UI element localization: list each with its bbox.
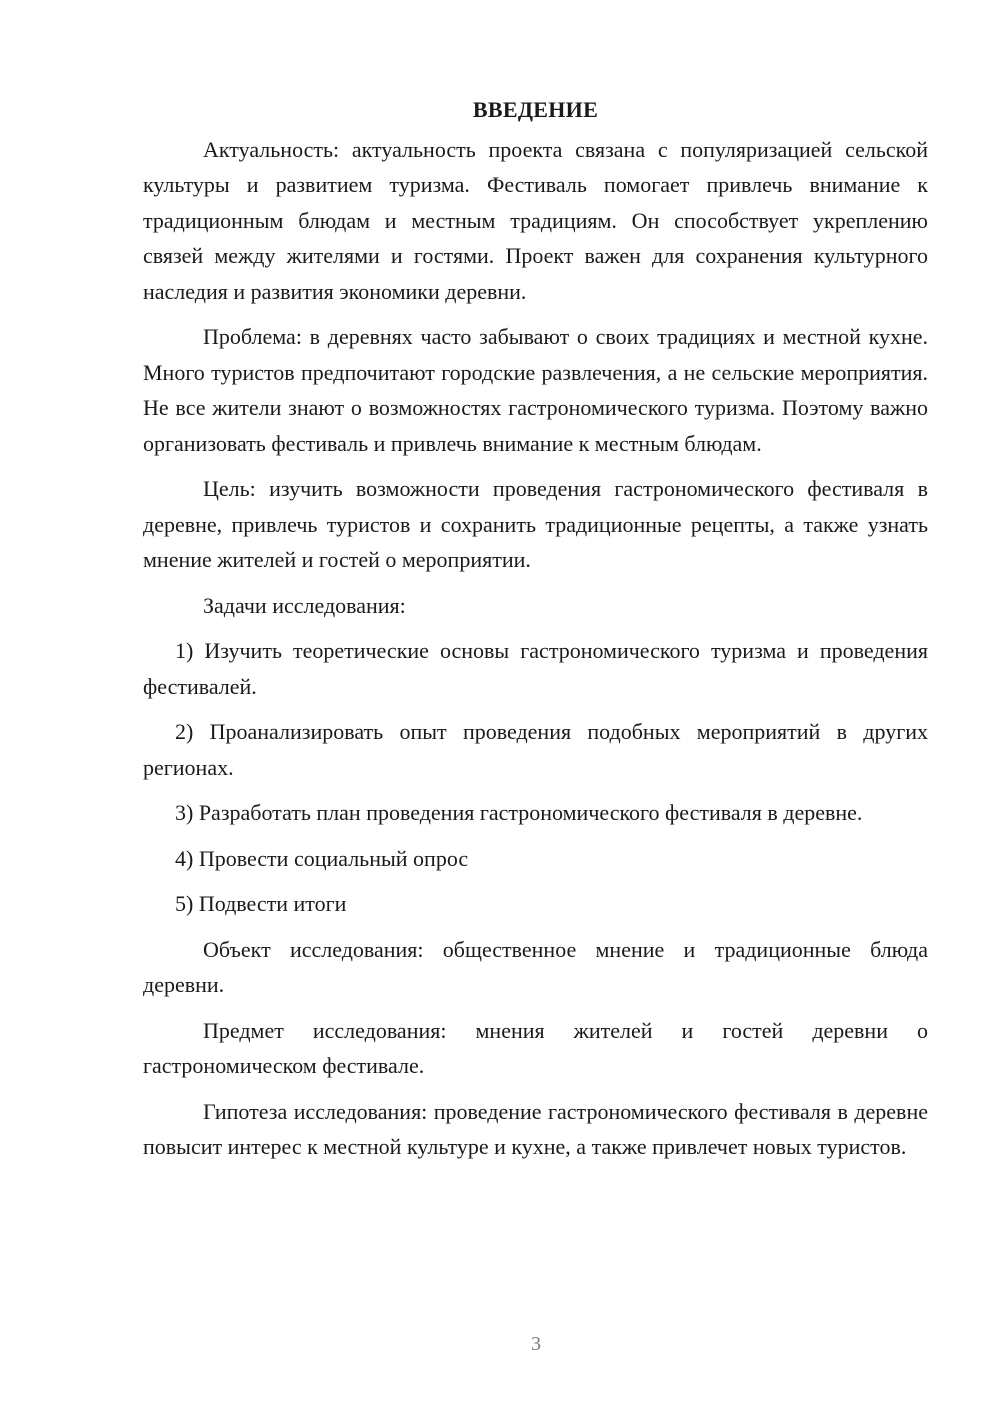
goal-paragraph: Цель: изучить возможности проведения гастрономического фестиваля в деревне, привлечь туристов и сохранить традиционные рецепты, а также узнать мнение жителей и гостей о мероприятии. [143, 476, 928, 572]
problem-paragraph: Проблема: в деревнях часто забывают о своих традициях и местной кухне. Много туристов предпочитают городские развлечения, а не сельские мероприятия. Не все жители знают о возможностях гастрономического туризма. Поэтому важно организовать фестиваль и привлечь внимание к местным блюдам. [143, 324, 928, 456]
tasks-heading: Задачи исследования: [203, 592, 406, 618]
task-item-4: 4) Провести социальный опрос [175, 845, 469, 871]
task-item-5: 5) Подвести итоги [175, 891, 347, 916]
page-number: 3 [531, 1333, 541, 1355]
subject-paragraph: Предмет исследования: мнения жителей и гостей деревни о гастрономическом фестивале. [143, 1017, 928, 1078]
task-item-2: 2) Проанализировать опыт проведения подобных мероприятий в других регионах. [143, 719, 928, 780]
object-paragraph: Объект исследования: общественное мнение и традиционные блюда деревни. [143, 936, 928, 997]
relevance-paragraph: Актуальность: актуальность проекта связана с популяризацией сельской культуры и развитием туризма. Фестиваль помогает привлечь внимание к традиционным блюдам и местным традициям. Он способствует укреплению связей между жителями и гостями. Проект важен для сохранения культурного наследия и развития экономики деревни. [143, 136, 928, 304]
document-page [143, 92, 928, 1175]
task-item-1: 1) Изучить теоретические основы гастрономического туризма и проведения фестивалей. [143, 638, 928, 699]
task-item-3: 3) Разработать план проведения гастрономического фестиваля в деревне. [175, 800, 863, 825]
section-title: ВВЕДЕНИЕ [472, 97, 599, 122]
hypothesis-paragraph: Гипотеза исследования: проведение гастрономического фестиваля в деревне повысит интерес к местной культуре и кухне, а также привлечет новых туристов. [143, 1098, 928, 1159]
